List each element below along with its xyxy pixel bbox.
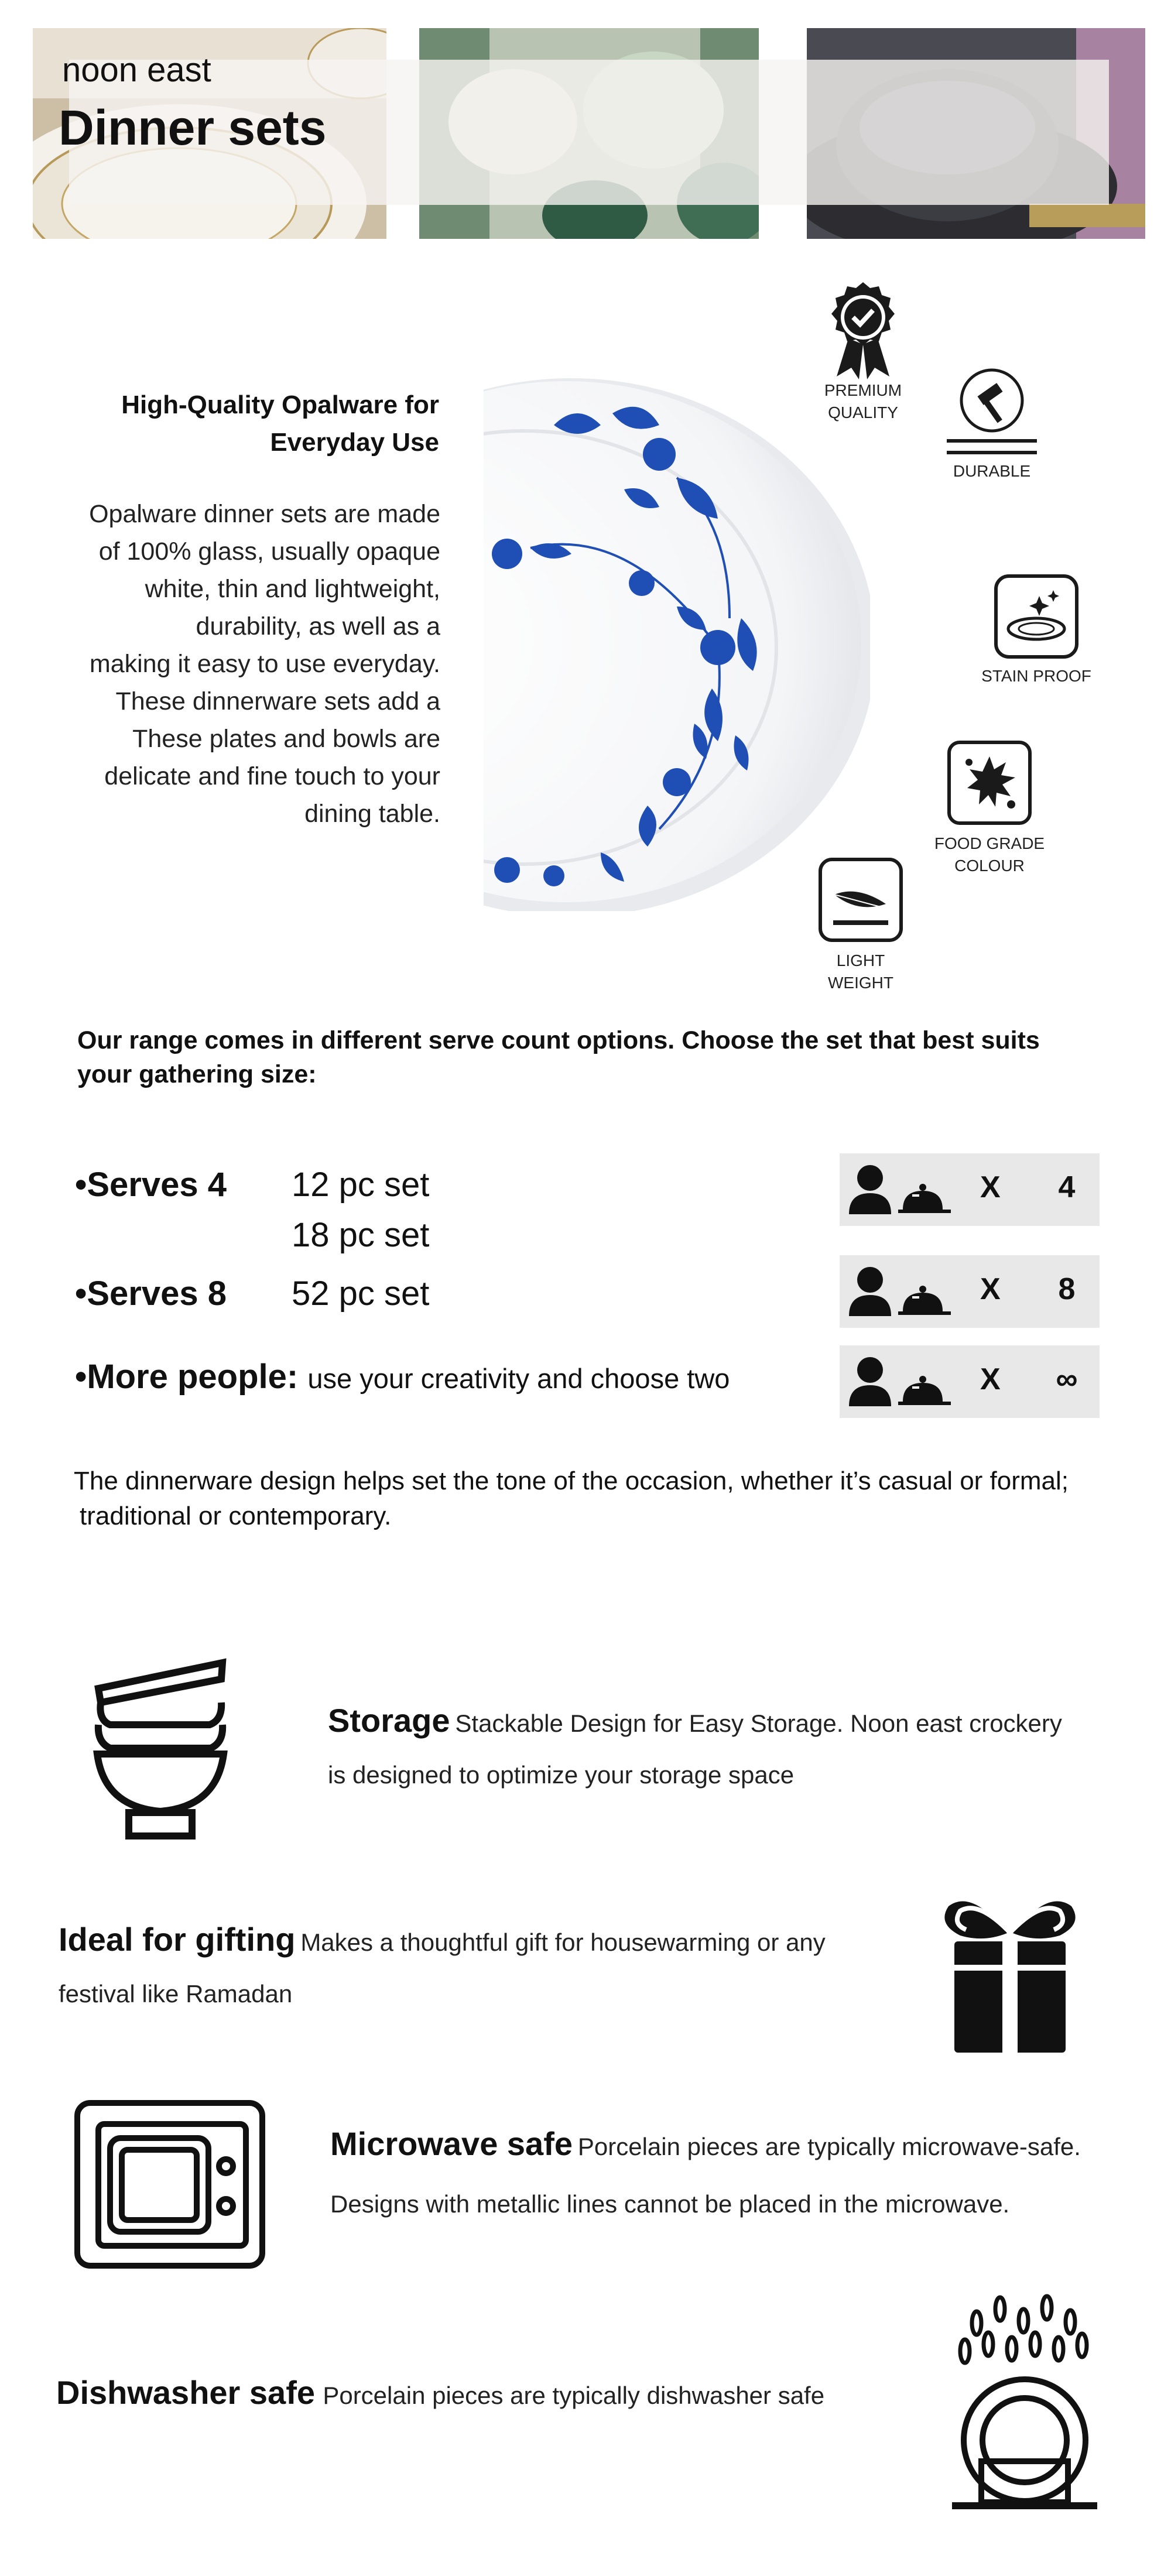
feature-title: Microwave safe — [330, 2125, 573, 2162]
feature-label: LIGHT WEIGHT — [828, 951, 893, 992]
person-serving-icon — [847, 1265, 954, 1318]
description-line: durability, as well as a — [196, 612, 440, 640]
feature-title: Ideal for gifting — [59, 1921, 296, 1958]
description-line: white, thin and lightweight, — [145, 575, 440, 603]
feather-icon — [817, 856, 905, 944]
set-option: 52 pc set — [292, 1275, 430, 1313]
serve-count-infinity: ∞ — [1056, 1362, 1078, 1396]
feature-light-weight — [802, 856, 919, 994]
feature-description: Porcelain pieces are typically dishwasher safe — [323, 2382, 825, 2409]
feature-label: STAIN PROOF — [981, 667, 1091, 685]
serve-intro-line: your gathering size: — [77, 1060, 317, 1088]
gift-icon — [937, 1877, 1083, 2053]
feature-stain-proof — [978, 573, 1095, 687]
serve-label-text: Serves 8 — [87, 1275, 227, 1313]
tone-note — [74, 1464, 1163, 1534]
times-symbol: X — [980, 1272, 1001, 1306]
opalware-title-line: Everyday Use — [270, 428, 439, 457]
feature-label: PREMIUM — [824, 381, 902, 399]
times-symbol: X — [980, 1362, 1001, 1396]
serve-count: 4 — [1058, 1170, 1076, 1204]
sparkle-plate-icon — [992, 573, 1080, 660]
feature-food-grade-colour — [925, 739, 1054, 877]
hammer-icon — [942, 366, 1042, 460]
stacked-bowls-icon — [87, 1654, 233, 1848]
serve-count-box — [840, 1153, 1100, 1226]
serve-count: 8 — [1058, 1272, 1076, 1306]
more-people-description: use your creativity and choose two — [307, 1363, 730, 1394]
dishwasher-icon — [949, 2288, 1101, 2516]
description-line: of 100% glass, usually opaque — [98, 537, 440, 566]
serve-count-box — [840, 1255, 1100, 1328]
dishwasher-feature — [56, 2370, 905, 2424]
page-title: Dinner sets — [59, 100, 327, 155]
feature-label: QUALITY — [828, 403, 898, 422]
serve-intro — [77, 1023, 1108, 1091]
tone-line: The dinnerware design helps set the tone of the occasion, whether it’s casual or formal; — [74, 1467, 1069, 1495]
feature-title: Dishwasher safe — [56, 2374, 315, 2411]
gifting-feature — [59, 1917, 908, 2023]
person-serving-icon — [847, 1355, 954, 1409]
person-serving-icon — [847, 1163, 954, 1217]
description-line: delicate and fine touch to your — [104, 762, 440, 790]
serve-count-box — [840, 1345, 1100, 1418]
feature-premium-quality — [810, 280, 916, 424]
feature-description: Porcelain pieces are typically microwave-safe. — [577, 2133, 1081, 2160]
microwave-icon — [73, 2098, 267, 2270]
opalware-title — [70, 386, 439, 461]
description-line: making it easy to use everyday. — [89, 650, 440, 678]
description-line: These dinnerware sets add a — [115, 687, 440, 715]
times-symbol: X — [980, 1170, 1001, 1204]
feature-description: is designed to optimize your storage space — [328, 1761, 795, 1789]
set-option: 18 pc set — [292, 1216, 430, 1254]
set-option: 12 pc set — [292, 1166, 430, 1204]
tone-line: traditional or contemporary. — [80, 1502, 392, 1530]
bullet: • — [75, 1275, 87, 1313]
description-line: Opalware dinner sets are made — [89, 500, 440, 528]
feature-label: FOOD GRADE — [934, 834, 1045, 852]
microwave-feature — [330, 2118, 1162, 2236]
opalware-title-line: High-Quality Opalware for — [121, 390, 439, 419]
description-line: These plates and bowls are — [132, 725, 440, 753]
serves-4-label — [75, 1165, 227, 1204]
paint-splash-icon — [946, 739, 1033, 827]
serve-intro-line: Our range comes in different serve count options. Choose the set that best suits — [77, 1026, 1040, 1054]
feature-title: Storage — [328, 1702, 450, 1739]
serve-label-text: Serves 4 — [87, 1166, 227, 1204]
serves-8-label — [75, 1274, 227, 1313]
feature-durable — [939, 366, 1045, 482]
bullet: • — [75, 1166, 87, 1204]
feature-description: Makes a thoughtful gift for housewarming or any — [300, 1928, 826, 1956]
premium-badge-icon — [825, 280, 901, 379]
brand-name: noon east — [62, 51, 211, 89]
feature-label: COLOUR — [954, 857, 1025, 875]
opalware-description — [59, 495, 440, 833]
bullet: • — [75, 1358, 87, 1396]
feature-description: festival like Ramadan — [59, 1980, 293, 2008]
feature-description: Stackable Design for Easy Storage. Noon east crockery — [455, 1710, 1062, 1737]
storage-feature — [328, 1698, 1148, 1804]
more-people-label — [75, 1357, 730, 1396]
floral-plate-image — [484, 372, 870, 911]
serve-label-text: More people: — [87, 1358, 299, 1396]
description-line: dining table. — [304, 800, 440, 828]
feature-description: Designs with metallic lines cannot be placed in the microwave. — [330, 2190, 1010, 2218]
feature-label: DURABLE — [953, 462, 1031, 480]
